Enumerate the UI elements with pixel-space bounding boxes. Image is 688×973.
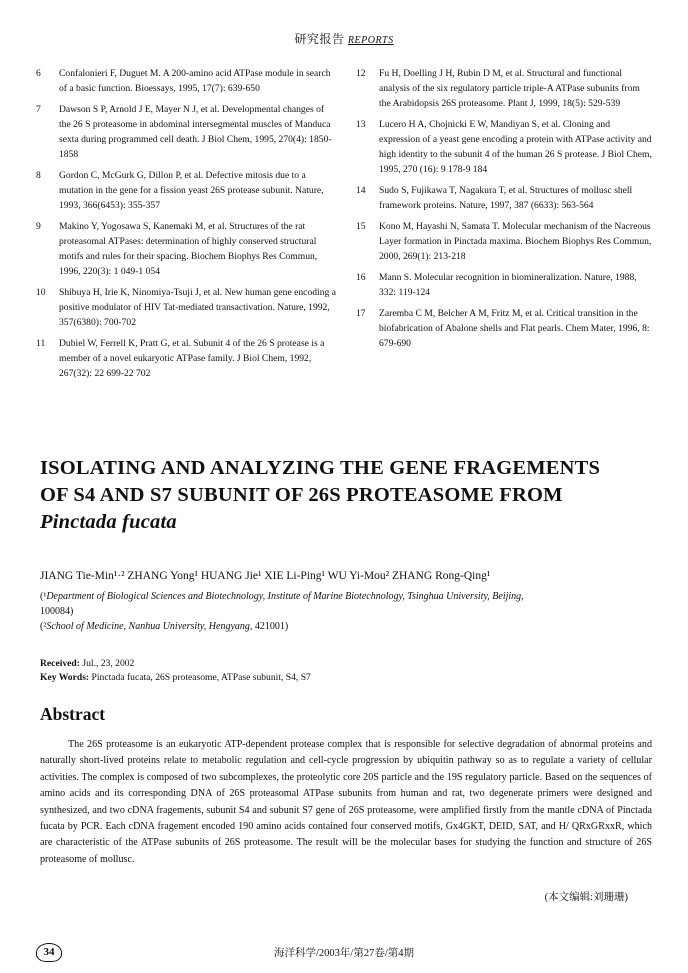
page-number: 34 xyxy=(36,943,62,962)
reference-text: Shibuya H, Irie K, Ninomiya-Tsuji J, et al. New human gene encoding a positive modulator of HIV Tat-mediated transactivation. Nature, 1992, 357(6380): 700-702 xyxy=(59,287,336,328)
title-species: Pinctada fucata xyxy=(40,511,177,533)
reference-text: Makino Y, Yogosawa S, Kanemaki M, et al. Structures of the rat proteasomal ATPases: determination of highly conserved structural motifs and rules for their spacing. Biochem Biophys Res Commun, 1996, 220(3): 1 049-1 054 xyxy=(59,221,318,277)
reference-number: 6 xyxy=(36,68,41,79)
title-line-1: ISOLATING AND ANALYZING THE GENE FRAGEMENTS xyxy=(40,457,601,479)
reference-number: 11 xyxy=(36,338,46,349)
affiliation-2-text: School of Medicine, Nanhua University, Hengyang, xyxy=(46,621,253,632)
reference-item xyxy=(36,336,338,381)
reference-number: 12 xyxy=(356,68,366,79)
reference-number: 14 xyxy=(356,185,366,196)
affiliation-2-zip: 421001) xyxy=(254,621,289,632)
reference-text: Dawson S P, Arnold J E, Mayer N J, et al. Developmental changes of the 26 S proteasome in abdominal intersegmental muscles of Manduca sexta during programmed cell death. J Biol Chem, 1995, 270(4): 1850-1858 xyxy=(59,104,332,160)
reference-item xyxy=(36,219,338,279)
reference-text: Dubiel W, Ferrell K, Pratt G, et al. Subunit 4 of the 26 S protease is a member of a novel eukaryotic ATPase family. J Biol Chem, 1992, 267(32): 22 699-22 702 xyxy=(59,338,325,379)
reference-item xyxy=(356,270,652,300)
reference-text: Zaremba C M, Belcher A M, Fritz M, et al. Critical transition in the biofabrication of Abalone shells and Flat pearls. Chem Mater, 1996, 8: 679-690 xyxy=(379,308,650,349)
affiliation-1-text: Department of Biological Sciences and Biotechnology, Institute of Marine Biotechnology, Tsinghua University, Beijing, xyxy=(46,591,524,602)
references-left-column xyxy=(36,66,338,387)
title-line-2: OF S4 AND S7 SUBUNIT OF 26S PROTEASOME FROM xyxy=(40,484,563,506)
reference-item xyxy=(36,285,338,330)
keywords-line xyxy=(40,671,656,685)
running-header xyxy=(0,30,688,47)
reference-number: 7 xyxy=(36,104,41,115)
affiliation-2-mark: (² xyxy=(40,621,47,632)
editor-credit: (本文编辑:刘珊珊) xyxy=(544,892,628,903)
received-line xyxy=(40,657,656,671)
received-label: Received: xyxy=(40,658,80,669)
header-section-zh: 研究报告 xyxy=(294,32,345,46)
reference-text: Gordon C, McGurk G, Dillon P, et al. Defective mitosis due to a mutation in the gene for a fission yeast 26S protease subunit. Nature, 1993, 366(6453): 355-357 xyxy=(59,170,324,211)
reference-number: 9 xyxy=(36,221,41,232)
reference-item xyxy=(356,183,652,213)
abstract-body: The 26S proteasome is an eukaryotic ATP-dependent protease complex that is responsible for selective degradation of abnormal proteins and naturally short-lived proteins relate to metabolic regulation and cell-cycle progression by ubiquitin pathway so as to regulate a variety of cellular activities. The complex is composed of two subcomplexes, the proteolytic core 20S particle and the 19S regulatory particle. Based on the sequences of amino acids and its corresponding DNA of 26S proteasomal ATPase subunits from human and rat, two degenerate primers were designed and synthesized, and two cDNA fragements, subunit S4 and subunit S7 gene of 26S proteasome, were amplified firstly from the mantle cDNA of Pinctada fucata by PCR. Each cDNA fragement encoded 190 amino acids contained four conserved motifs, Gx4GKT, DEID, SAT, and H/ QRxGRxxR, which are characteristic of the ATPase subunits of 26S proteasome. The result will be the molecular bases for studying the function and structure of 26S proteasome of mollusc. xyxy=(40,739,652,865)
reference-text: Kono M, Hayashi N, Samata T. Molecular mechanism of the Nacreous Layer formation in Pinctada maxima. Biochem Biophys Res Commun, 2000, 269(1): 213-218 xyxy=(379,221,652,262)
reference-number: 8 xyxy=(36,170,41,181)
author-list: JIANG Tie-Min¹·² ZHANG Yong¹ HUANG Jie¹ XIE Li-Ping¹ WU Yi-Mou² ZHANG Rong-Qing¹ xyxy=(40,570,491,582)
received-value: Jul., 23, 2002 xyxy=(82,658,135,669)
abstract-heading: Abstract xyxy=(40,704,106,724)
article-title xyxy=(40,455,660,536)
reference-item xyxy=(356,66,652,111)
affiliation-1-mark: (¹ xyxy=(40,591,47,602)
affiliations xyxy=(40,589,656,634)
reference-item xyxy=(356,117,652,177)
reference-item xyxy=(356,306,652,351)
reference-item xyxy=(36,102,338,162)
affiliation-1 xyxy=(40,589,656,619)
reference-text: Confalonieri F, Duguet M. A 200-amino acid ATPase module in search of a basic function. Bioessays, 1995, 17(7): 639-650 xyxy=(59,68,331,94)
reference-number: 17 xyxy=(356,308,366,319)
reference-number: 15 xyxy=(356,221,366,232)
article-meta xyxy=(40,657,656,685)
reference-number: 16 xyxy=(356,272,366,283)
keywords-value: Pinctada fucata, 26S proteasome, ATPase subunit, S4, S7 xyxy=(91,672,311,683)
reference-number: 10 xyxy=(36,287,46,298)
header-section-en: REPORTS xyxy=(347,35,394,46)
reference-item xyxy=(356,219,652,264)
reference-text: Sudo S, Fujikawa T, Nagakura T, et al. Structures of mollusc shell framework proteins. Nature, 1997, 387 (6633): 563-564 xyxy=(379,185,633,211)
reference-number: 13 xyxy=(356,119,366,130)
reference-text: Fu H, Doelling J H, Rubin D M, et al. Structural and functional analysis of the six regulatory particle triple-A ATPase subunits from the Arabidopsis 26S proteasome. Plant J, 1999, 18(5): 529-539 xyxy=(379,68,640,109)
reference-item xyxy=(36,168,338,213)
reference-text: Lucero H A, Chojnicki E W, Mandiyan S, et al. Cloning and expression of a yeast gene encoding a protein with ATPase activity and high identity to the subunit 4 of the human 26 S protease. J Biol Chem, 1995, 270 (16): 9 178-9 184 xyxy=(379,119,652,175)
reference-item xyxy=(36,66,338,96)
affiliation-2 xyxy=(40,619,656,634)
keywords-label: Key Words: xyxy=(40,672,90,683)
references-right-column xyxy=(356,66,652,357)
journal-citation: 海洋科学/2003年/第27卷/第4期 xyxy=(273,948,414,959)
reference-text: Mann S. Molecular recognition in biomineralization. Nature, 1988, 332: 119-124 xyxy=(379,272,637,298)
affiliation-1-zip: 100084) xyxy=(40,606,74,617)
